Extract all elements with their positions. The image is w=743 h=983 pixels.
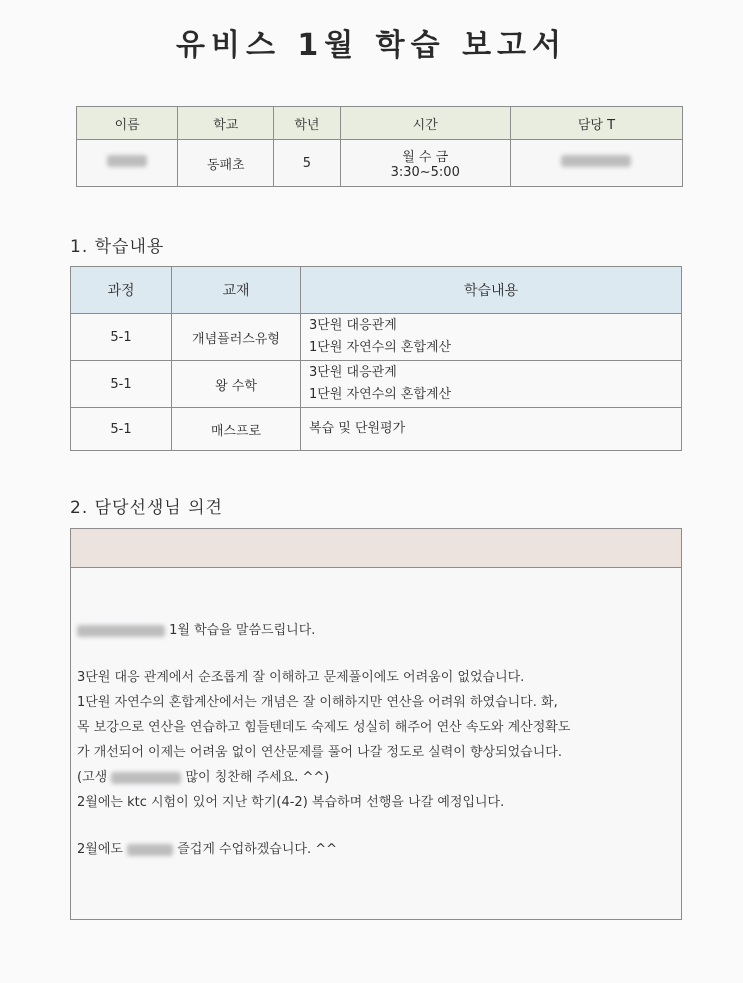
opinion-line: 가 개선되어 이제는 어려움 없이 연산문제를 풀어 나갈 정도로 실력이 향상되었습니다. (77, 745, 562, 760)
teacher-opinion-box (70, 528, 682, 920)
header-teacher: 담당 T (510, 107, 682, 140)
opinion-text: 2월에도 (77, 842, 123, 857)
time-hours: 3:30~5:00 (390, 165, 460, 180)
student-name-cell (77, 140, 178, 187)
opinion-text: 즐겁게 수업하겠습니다. ^^ (177, 842, 337, 857)
school-value: 동패초 (178, 140, 274, 187)
time-value (340, 140, 510, 187)
grade-value: 5 (274, 140, 340, 187)
header-grade: 학년 (274, 107, 340, 140)
topic-line: 1단원 자연수의 혼합계산 (309, 340, 452, 355)
opinion-closing-line (77, 837, 675, 862)
opinion-line: 목 보강으로 연산을 연습하고 힘들텐데도 숙제도 성실히 해주어 연산 속도와 계산정확도 (77, 720, 571, 735)
opinion-greeting: 1월 학습을 말씀드립니다. (169, 623, 316, 638)
redacted-text (127, 844, 173, 856)
opinion-text: 많이 칭찬해 주세요. ^^) (185, 770, 330, 785)
opinion-body (71, 568, 681, 862)
topic-cell (301, 361, 682, 408)
course-cell: 5-1 (71, 408, 172, 451)
topic-line: 복습 및 단원평가 (309, 421, 406, 436)
info-value-row (77, 140, 683, 187)
redacted-teacher (561, 155, 631, 167)
opinion-line: 3단원 대응 관계에서 순조롭게 잘 이해하고 문제풀이에도 어려움이 없었습니다. (77, 670, 525, 685)
redacted-text (111, 772, 181, 784)
redacted-addressee (77, 625, 165, 637)
study-content-table (70, 266, 682, 451)
opinion-line (77, 765, 675, 790)
course-cell: 5-1 (71, 314, 172, 361)
table-row (71, 314, 682, 361)
opinion-greeting-line (77, 618, 675, 643)
student-info-table (76, 106, 683, 187)
header-topic: 학습내용 (301, 267, 682, 314)
opinion-text: (고생 (77, 770, 108, 785)
book-cell: 매스프로 (172, 408, 301, 451)
time-days: 월 수 금 (402, 150, 449, 165)
course-cell: 5-1 (71, 361, 172, 408)
info-header-row (77, 107, 683, 140)
table-row (71, 361, 682, 408)
page-title: 유비스 1월 학습 보고서 (175, 28, 568, 63)
topic-cell (301, 408, 682, 451)
topic-line: 3단원 대응관계 (309, 318, 397, 333)
book-cell: 왕 수학 (172, 361, 301, 408)
content-header-row (71, 267, 682, 314)
opinion-header-bar (71, 529, 681, 568)
opinion-line: 1단원 자연수의 혼합계산에서는 개념은 잘 이해하지만 연산을 어려워 하였습니다. 화, (77, 695, 558, 710)
header-time: 시간 (340, 107, 510, 140)
table-row (71, 408, 682, 451)
teacher-cell (510, 140, 682, 187)
topic-cell (301, 314, 682, 361)
section-heading-opinion: 2. 담당선생님 의견 (70, 498, 223, 518)
section-heading-study: 1. 학습내용 (70, 237, 165, 257)
header-school: 학교 (178, 107, 274, 140)
topic-line: 1단원 자연수의 혼합계산 (309, 387, 452, 402)
book-cell: 개념플러스유형 (172, 314, 301, 361)
header-book: 교재 (172, 267, 301, 314)
opinion-line: 2월에는 ktc 시험이 있어 지난 학기(4-2) 복습하며 선행을 나갈 예정입니다. (77, 795, 505, 810)
topic-line: 3단원 대응관계 (309, 365, 397, 380)
header-name: 이름 (77, 107, 178, 140)
redacted-name (107, 155, 147, 167)
header-course: 과정 (71, 267, 172, 314)
